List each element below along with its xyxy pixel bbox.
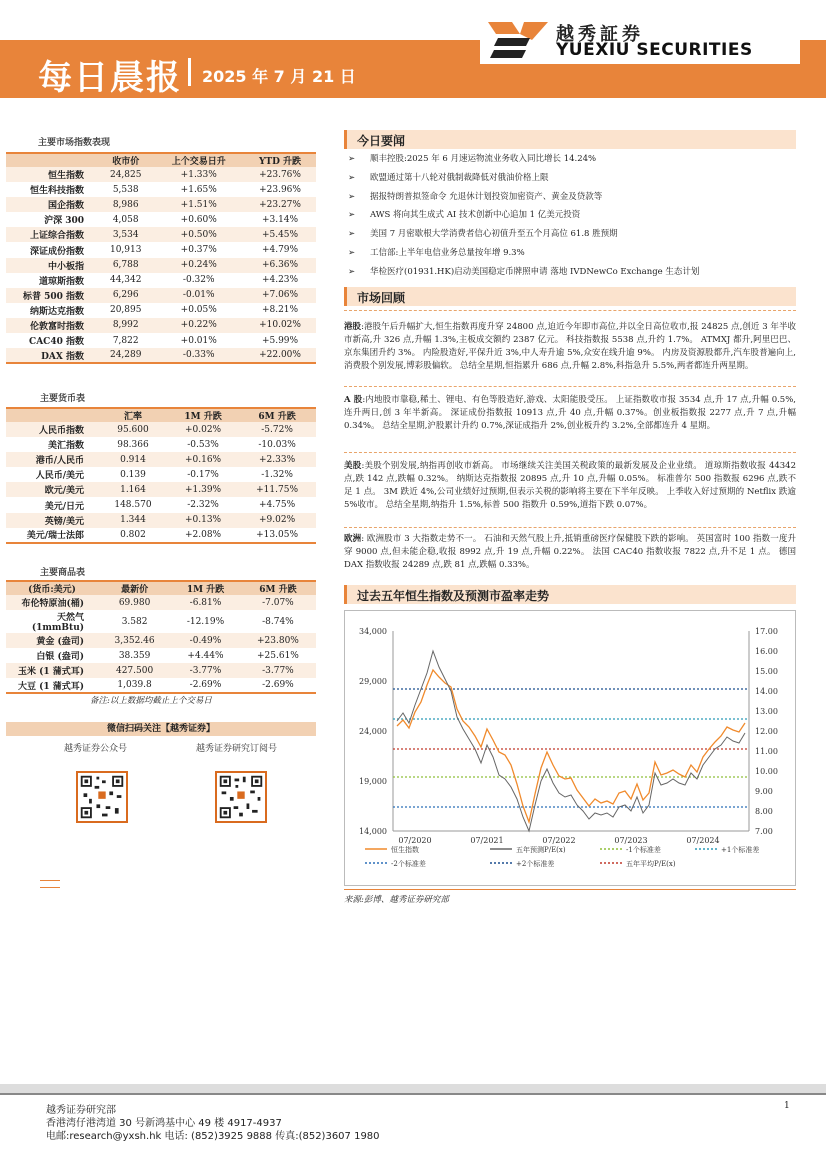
news-item [348,171,549,183]
table-cell: 1.344 [98,513,168,528]
fx-table-title: 主要货币表 [40,394,86,404]
table-row [6,482,316,497]
table-cell: +4.75% [259,500,296,511]
table-cell: 3.582 [121,616,148,627]
row-label: 人民币指数 [6,422,98,437]
table-cell: -10.03% [258,439,296,450]
y-right-tick-label: 14.00 [755,687,778,696]
row-label: 上证综合指数 [6,227,98,242]
table-row [6,678,316,693]
table-row [6,348,316,363]
table-cell: +4.44% [187,650,224,661]
divider [344,527,796,528]
yuexiu-logo-icon [486,18,552,62]
row-label: 白银 (盎司) [36,652,84,663]
row-label: 恒生指数 [6,167,98,182]
table-row [6,633,316,648]
table-cell: +1.33% [153,167,244,182]
table-cell: +1.65% [180,184,217,195]
hk-market-paragraph [344,321,796,373]
arrow-bullet-icon: ➢ [348,154,356,164]
news-item [348,208,580,220]
a-share-paragraph [344,394,796,433]
x-tick-label: 07/2021 [470,836,504,845]
row-label: 英镑/美元 [6,513,98,528]
header-divider [188,58,191,86]
news-text: 欧盟通过第十八轮对俄制裁降低对俄油价格上限 [370,173,549,183]
table-cell: +11.75% [238,482,316,497]
footer-contact: 电邮:research@yxsh.hk 电话: (852)3925 9888 传真:(852)3607 1980 [46,1131,380,1142]
table-header-row [6,408,316,422]
row-label: 港币/人民币 [6,452,98,467]
column-header [6,153,98,167]
row-label: 布伦特原油(桶) [6,595,98,610]
table-cell: -0.53% [187,439,219,450]
legend-label: -2个标准差 [391,860,426,868]
table-cell: +3.14% [261,214,299,225]
table-cell: -0.01% [153,288,244,303]
table-cell: +0.01% [180,335,217,346]
table-cell: -0.33% [153,348,244,363]
y-right-tick-label: 17.00 [755,627,778,636]
table-row [6,528,316,543]
x-tick-label: 07/2023 [614,836,648,845]
y-left-tick-label: 29,000 [359,677,387,686]
table-cell: 0.139 [120,469,146,480]
wechat-title: 微信扫码关注【越秀证券】 [6,722,316,736]
table-cell: -5.72% [238,422,316,437]
us-label: 美股 [344,461,362,471]
table-row [6,318,316,333]
row-label: 美元/瑞士法郎 [6,528,98,543]
column-header: 最新价 [98,581,171,595]
table-row [6,227,316,242]
fx-table [6,407,316,544]
table-cell: +23.80% [240,633,316,648]
y-right-tick-label: 7.00 [755,827,773,836]
column-header: 1M 升跌 [168,408,238,422]
footer-address: 香港湾仔港湾道 30 号新鸿基中心 49 楼 4917-4937 [46,1118,282,1129]
table-cell: +0.02% [168,422,238,437]
row-label: 标普 500 指数 [6,288,98,303]
decorative-marks [40,880,60,888]
row-label: 深证成份指数 [29,246,84,257]
table-cell: +23.96% [259,184,301,195]
table-cell: -7.07% [240,595,316,610]
a-share-label: A 股 [344,395,363,405]
table-row [6,595,316,610]
table-cell: +13.05% [238,528,316,543]
divider [344,452,796,453]
table-row [6,648,316,663]
table-cell: +1.51% [153,197,244,212]
table-cell: +5.99% [261,335,299,346]
table-row [6,182,316,197]
table-cell: 6,788 [98,258,153,273]
table-cell: 0.914 [98,452,168,467]
table-cell: +0.37% [180,245,217,256]
hsi-pe-chart [345,611,795,885]
table-cell: 20,895 [109,305,142,316]
table-cell: +2.08% [168,528,238,543]
column-header [6,408,98,422]
a-share-text: :内地股市靠稳,稀土、锂电、有色等股造好,游戏、太阳能股受压。 上证指数收市报 3534 点,升 17 点,升幅 0.5%,连升两日,创 3 年半新高。 深证成份指数报 10913 点,升 40 点,升幅 0.37%。创业板指数报 2277 点,升 7 点,升幅 0.34%。 总结全星期,沪股累计升约 0.7%,深证成指升 2%,创业板升约 3.2%,全部都连升 4 星期。 [344,395,796,431]
index-table [6,152,316,364]
y-right-tick-label: 15.00 [755,667,778,676]
news-item [348,190,602,202]
qr-code-research-icon[interactable] [215,771,267,823]
y-right-tick-label: 9.00 [755,787,773,796]
news-text: AWS 将向其生成式 AI 技术创新中心追加 1 亿美元投资 [370,210,581,220]
table-cell: 69.980 [98,595,171,610]
table-row [6,497,316,512]
eu-market-paragraph [344,533,796,572]
legend-label: -1个标准差 [626,846,661,854]
table-row [6,437,316,452]
table-cell: +5.45% [244,227,316,242]
table-row [6,467,316,482]
commodity-table [6,580,316,694]
logo-text-en: YUEXIU SECURITIES [556,40,753,60]
table-cell: -6.81% [171,595,240,610]
row-label: 沪深 300 [44,216,84,227]
market-review-heading [344,287,796,306]
row-label: 人民币/美元 [35,471,84,482]
series-line [397,651,745,831]
news-item [348,246,525,258]
table-cell: +10.02% [244,318,316,333]
table-cell: -0.32% [182,275,215,286]
table-cell: 1,039.8 [98,678,171,693]
chart-heading [344,585,796,604]
divider [344,386,796,387]
y-right-tick-label: 16.00 [755,647,778,656]
table-cell: -2.69% [171,678,240,693]
y-left-tick-label: 34,000 [359,627,387,636]
column-header: 6M 升跌 [240,581,316,595]
table-header-row [6,153,316,167]
table-cell: +23.27% [244,197,316,212]
hk-text: :港股午后升幅扩大,恒生指数再度升穿 24800 点,迫近今年即市高位,并以全日高位收市,报 24825 点,创近 3 年半收市新高,升 326 点,升幅 1.3%,主板成交额约 2387 亿元。 科技指数报 5538 点,升约 1.7%。 ATMXJ 都升,阿里巴巴、京东集团升约 3%。 内险股造好,平保升近 3%,中人寿升逾 5%,众安在线升逾 9%。 内房及资源股都升,汽车股普遍向上,消费股个别发展,博彩股偏软。 总结全星期,恒指累升 686 点,升幅 2.8%,科指急升 5.5%,两者都连升两星期。 [344,322,796,371]
table-row [6,513,316,528]
table-row [6,242,316,257]
legend-label: +2个标准差 [516,860,555,868]
y-left-tick-label: 14,000 [359,827,387,836]
table-cell: +0.05% [180,305,217,316]
table-cell: 4,058 [112,214,139,225]
table-cell: 95.600 [98,422,168,437]
table-cell: -3.77% [240,663,316,678]
row-label: 国企指数 [6,197,98,212]
qr-code-official-icon[interactable] [76,771,128,823]
arrow-bullet-icon: ➢ [348,267,356,277]
table-cell: 8,986 [98,197,153,212]
y-right-tick-label: 13.00 [755,707,778,716]
row-label: 道琼斯指数 [38,276,84,287]
table-cell: 148.570 [114,500,152,511]
row-label: 恒生科技指数 [29,186,84,197]
column-header: 汇率 [98,408,168,422]
news-item [348,227,618,239]
table-cell: -1.32% [261,469,293,480]
table-row [6,663,316,678]
row-label: 伦敦富时指数 [6,318,98,333]
x-tick-label: 07/2020 [398,836,432,845]
table-cell: +4.79% [261,245,299,256]
table-cell: 38.359 [118,650,151,661]
eu-text: : 欧洲股市 3 大指数走势不一。 石油和天然气股上升,抵销重磅医疗保健股下跌的影响。 英国富时 100 指数一度升穿 9000 点,但未能企稳,收报 8992 点,升 19 点,升幅 0.22%。 法国 CAC40 指数收报 7822 点,升不足 1 点。 德国 DAX 指数收报 24289 点,跌 81 点,跌幅 0.33%。 [344,534,796,570]
news-text: 顺丰控股:2025 年 6 月速运物流业务收入同比增长 14.24% [370,154,597,164]
series-line [397,670,745,822]
report-date: 2025 年 7 月 21 日 [202,67,356,86]
table-cell: +8.21% [261,305,299,316]
news-text: 美国 7 月密歇根大学消费者信心初值升至五个月高位 61.8 胜预期 [370,229,618,239]
news-item [348,265,699,277]
y-right-tick-label: 10.00 [755,767,778,776]
table-cell: 1.164 [98,482,168,497]
row-label: 欧元/美元 [6,482,98,497]
footer-dept: 越秀证券研究部 [46,1105,116,1116]
y-right-tick-label: 12.00 [755,727,778,736]
arrow-bullet-icon: ➢ [348,210,356,220]
table-cell: 24,289 [98,348,153,363]
table-row [6,197,316,212]
table-cell: 98.366 [117,439,149,450]
news-text: 工信部:上半年电信业务总量按年增 9.3% [370,248,525,258]
report-title: 每日晨报 [38,58,182,98]
table-cell: +22.00% [244,348,316,363]
table-cell: +0.16% [168,452,238,467]
column-header: (货币:美元) [6,581,98,595]
table-cell: 5,538 [112,184,139,195]
eu-label: 欧洲 [344,534,362,544]
table-cell: +0.22% [153,318,244,333]
qr-label-official: 越秀证券公众号 [64,744,128,754]
table-row [6,212,316,227]
y-right-tick-label: 8.00 [755,807,773,816]
table-cell: 44,342 [109,275,142,286]
logo-text-cn: 越秀証券 [556,24,644,45]
y-right-tick-label: 11.00 [755,747,778,756]
column-header: 上个交易日升 [153,153,244,167]
legend-label: +1个标准差 [721,846,760,854]
hk-label: 港股 [344,322,362,332]
table-cell: +1.39% [168,482,238,497]
table-cell: -2.32% [187,500,219,511]
y-left-tick-label: 24,000 [359,727,387,736]
source-divider [344,889,796,890]
legend-label: 恒生指数 [391,846,419,854]
table-cell: +0.24% [153,258,244,273]
table-cell: +0.50% [153,227,244,242]
today-news-heading [344,130,796,149]
table-cell: +0.60% [180,214,217,225]
table-cell: +6.36% [244,258,316,273]
row-label: 玉米 (1 蒲式耳) [6,663,98,678]
chart-title: 过去五年恒生指数及预测市盈率走势 [357,589,550,603]
table-cell: -12.19% [186,616,225,627]
y-left-tick-label: 19,000 [359,777,387,786]
table-row [6,303,316,318]
table-row [6,422,316,437]
column-header: 收市价 [98,153,153,167]
row-label: 中小板指 [6,258,98,273]
table-cell: +23.76% [244,167,316,182]
table-cell: -0.49% [171,633,240,648]
table-cell: +0.13% [168,513,238,528]
news-text: 华检医疗(01931.HK)启动美国稳定币牌照申请 落地 IVDNewCo Exchange 生态计划 [370,267,700,277]
table-cell: 6,296 [98,288,153,303]
us-market-paragraph [344,460,796,512]
table-cell: 0.802 [98,528,168,543]
index-table-title: 主要市场指数表现 [38,138,111,148]
row-label: 美元/日元 [44,501,84,512]
table-row [6,258,316,273]
row-label: 黄金 (盎司) [6,633,98,648]
row-label: 纳斯达克指数 [29,306,84,317]
table-cell: 8,992 [98,318,153,333]
divider [344,310,796,311]
column-header: 1M 升跌 [171,581,240,595]
x-tick-label: 07/2024 [686,836,720,845]
chart-frame [344,610,796,886]
commodity-table-title: 主要商品表 [40,568,86,578]
x-tick-label: 07/2022 [542,836,576,845]
table-cell: +2.33% [238,452,316,467]
news-item [348,152,596,164]
table-cell: -2.69% [240,678,316,693]
table-cell: 7,822 [112,335,139,346]
table-row [6,288,316,303]
table-cell: -0.17% [187,469,219,480]
legend-label: 五年预测P/E(x) [516,846,566,854]
column-header: YTD 升跌 [244,153,316,167]
table-cell: 10,913 [109,245,142,256]
table-cell: 427.500 [98,663,171,678]
table-cell: -8.74% [262,616,294,627]
us-text: :美股个别发展,纳指再创收市新高。 市场继续关注美国关税政策的最新发展及企业业绩。 道琼斯指数收报 44342 点,跌 142 点,跌幅 0.32%。 纳斯达克指数报 20895 点,升 10 点,升幅 0.05%。 标准普尔 500 指数报 6296 点,跌不足 1 点。 3M 跌近 4%,公司业绩好过预期,但表示关税的影响将主要在下半年反映。 上季收入好过预期的 Netflix 跌逾 5%收市。 总结全星期,纳指升 1.5%,标普 500 指数升 0.59%,道指下跌 0.07%。 [344,461,796,510]
arrow-bullet-icon: ➢ [348,192,356,202]
table-cell: 3,534 [98,227,153,242]
table-header-row [6,581,316,595]
row-label: 天然气(1mmBtu) [31,613,84,634]
page-number: 1 [784,1101,790,1111]
table-cell: 24,825 [98,167,153,182]
arrow-bullet-icon: ➢ [348,229,356,239]
table-row [6,610,316,633]
table-row [6,273,316,288]
data-note: 备注:以上数据均截止上个交易日 [90,696,212,706]
qr-label-research: 越秀证券研究订阅号 [196,744,278,754]
arrow-bullet-icon: ➢ [348,248,356,258]
table-cell: +4.23% [261,275,299,286]
table-row [6,452,316,467]
footer-rule [0,1093,826,1095]
table-cell: +7.06% [244,288,316,303]
table-row [6,167,316,182]
row-label: DAX 指数 [6,348,98,363]
row-label: 美汇指数 [47,441,84,452]
legend-label: 五年平均P/E(x) [626,860,676,868]
table-cell: 3,352.46 [98,633,171,648]
chart-source: 来源:彭博、越秀证券研究部 [344,895,449,905]
arrow-bullet-icon: ➢ [348,173,356,183]
table-cell: -3.77% [171,663,240,678]
row-label: CAC40 指数 [29,337,84,348]
news-text: 据报特朗普拟签命令 允退休计划投资加密资产、黄金及贷款等 [370,192,603,202]
table-cell: +9.02% [238,513,316,528]
market-review-heading-text: 市场回顾 [357,291,406,305]
today-news-heading-text: 今日要闻 [357,134,406,148]
table-cell: +25.61% [256,650,299,661]
table-row [6,333,316,348]
column-header: 6M 升跌 [238,408,316,422]
row-label: 大豆 (1 蒲式耳) [6,678,98,693]
